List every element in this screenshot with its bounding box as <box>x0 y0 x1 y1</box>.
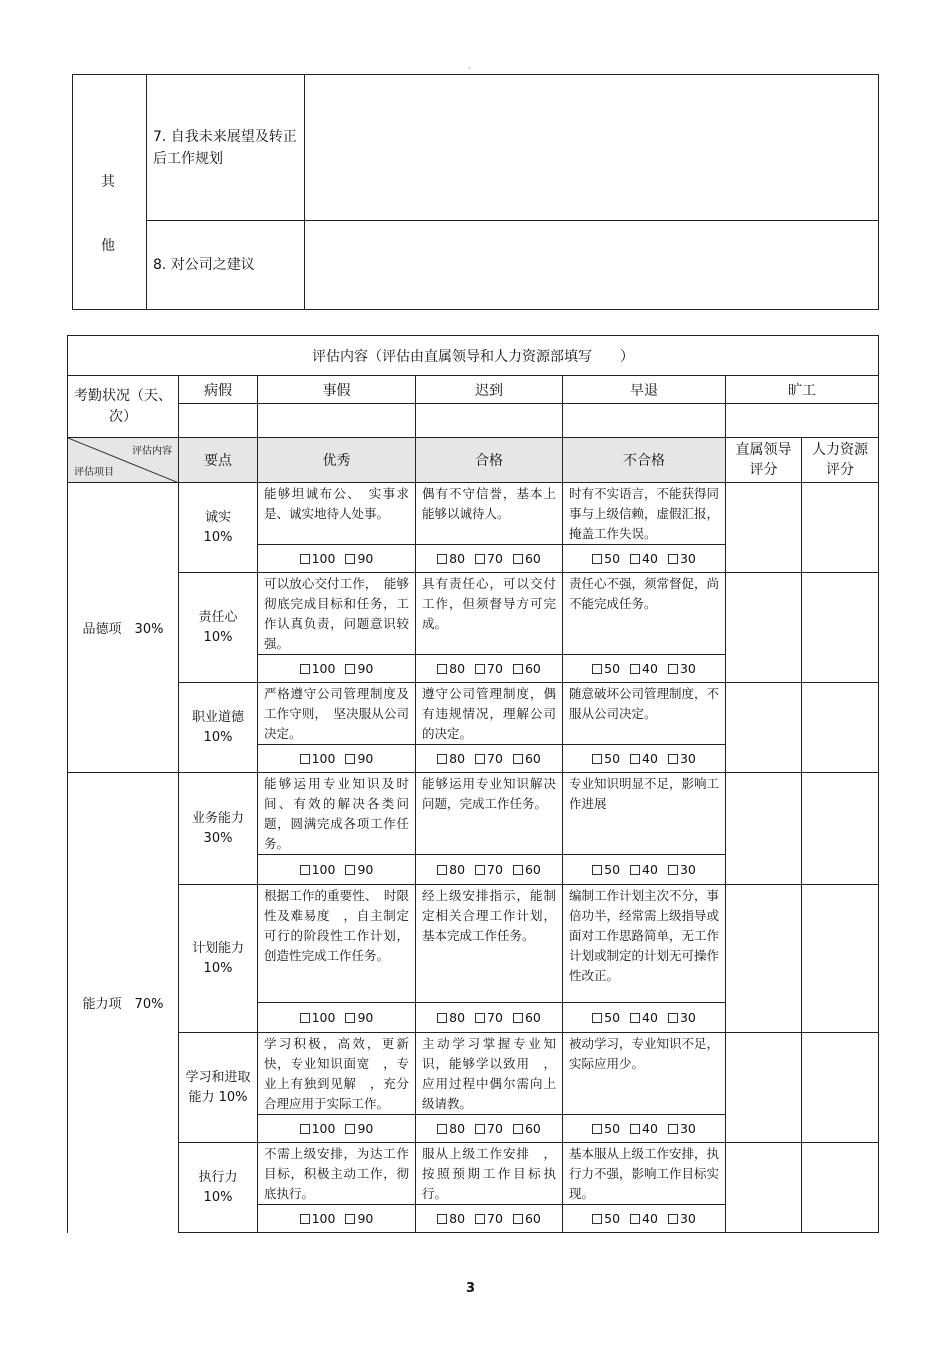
pass-options <box>416 1003 563 1033</box>
score-value: 40 <box>642 1010 658 1025</box>
checkbox[interactable] <box>345 554 355 564</box>
score-value: 60 <box>524 1010 541 1025</box>
excellent-criteria: 学习积极，高效，更新快，专业知识面宽 ，专业上有独到见解 ，充分合理应用于实际工作。 <box>258 1033 416 1115</box>
header-mark: 。 <box>468 61 476 70</box>
hr-score-cell[interactable] <box>802 885 879 1033</box>
score-value: 50 <box>604 1121 621 1136</box>
checkbox[interactable] <box>513 1013 523 1023</box>
checkbox[interactable] <box>437 1013 447 1023</box>
score-option[interactable] <box>513 551 541 566</box>
supervisor-score-cell[interactable] <box>726 773 802 885</box>
fail-options <box>563 855 726 885</box>
item-7-answer[interactable] <box>305 75 879 221</box>
score-value: 60 <box>524 862 541 877</box>
score-value: 50 <box>604 862 621 877</box>
score-value: 40 <box>642 751 658 766</box>
score-option[interactable] <box>300 862 336 877</box>
checkbox[interactable] <box>437 554 447 564</box>
score-value: 40 <box>642 1211 658 1226</box>
checkbox[interactable] <box>630 664 640 674</box>
score-option[interactable] <box>475 1121 503 1136</box>
pass-criteria: 能够运用专业知识解决问题，完成工作任务。 <box>416 773 563 855</box>
score-option[interactable] <box>475 751 503 766</box>
header-hr-score: 人力资源评分 <box>802 438 879 483</box>
score-option[interactable] <box>345 862 373 877</box>
score-value: 50 <box>604 751 621 766</box>
checkbox[interactable] <box>300 554 310 564</box>
checkbox[interactable] <box>668 1214 678 1224</box>
checkbox[interactable] <box>513 754 523 764</box>
score-value: 50 <box>604 551 621 566</box>
score-option[interactable] <box>630 862 658 877</box>
supervisor-score-cell[interactable] <box>726 683 802 773</box>
score-value: 70 <box>487 1211 503 1226</box>
pass-options <box>416 545 563 573</box>
score-value: 60 <box>524 751 541 766</box>
score-option[interactable] <box>475 661 503 676</box>
header-supervisor-score: 直属领导评分 <box>726 438 802 483</box>
score-option[interactable] <box>630 751 658 766</box>
checkbox[interactable] <box>630 1013 640 1023</box>
hr-score-cell[interactable] <box>802 1143 879 1233</box>
checkbox[interactable] <box>592 754 602 764</box>
checkbox[interactable] <box>513 664 523 674</box>
score-option[interactable] <box>300 661 336 676</box>
checkbox[interactable] <box>345 1013 355 1023</box>
checkbox[interactable] <box>345 664 355 674</box>
score-option[interactable] <box>300 1211 336 1226</box>
excellent-options <box>258 745 416 773</box>
score-value: 60 <box>524 551 541 566</box>
score-value: 50 <box>604 1211 621 1226</box>
score-value: 90 <box>357 551 374 566</box>
attendance-input-personal[interactable] <box>258 404 416 438</box>
header-fail: 不合格 <box>563 438 726 483</box>
pass-options <box>416 855 563 885</box>
attendance-input-sick[interactable] <box>179 404 258 438</box>
score-value: 80 <box>449 551 466 566</box>
diag-top-label: 评估内容 <box>132 446 172 457</box>
fail-options <box>563 1003 726 1033</box>
fail-options <box>563 745 726 773</box>
attendance-col-sick: 病假 <box>179 376 258 404</box>
score-value: 100 <box>311 551 336 566</box>
score-option[interactable] <box>592 551 620 566</box>
checkbox[interactable] <box>668 554 678 564</box>
key-point-label: 执行力 10% <box>179 1143 258 1233</box>
score-value: 80 <box>449 1121 466 1136</box>
checkbox[interactable] <box>513 1214 523 1224</box>
score-value: 100 <box>311 1121 336 1136</box>
checkbox[interactable] <box>475 554 485 564</box>
excellent-options <box>258 545 416 573</box>
score-option[interactable] <box>345 661 373 676</box>
score-value: 70 <box>487 862 503 877</box>
score-value: 30 <box>679 551 696 566</box>
hr-score-cell[interactable] <box>802 573 879 683</box>
score-option[interactable] <box>668 862 696 877</box>
supervisor-score-cell[interactable] <box>726 1033 802 1143</box>
score-value: 70 <box>487 1121 503 1136</box>
score-value: 100 <box>311 1010 336 1025</box>
checkbox[interactable] <box>300 754 310 764</box>
score-option[interactable] <box>300 1121 336 1136</box>
score-option[interactable] <box>513 862 541 877</box>
fail-options <box>563 545 726 573</box>
checkbox[interactable] <box>592 865 602 875</box>
checkbox[interactable] <box>437 865 447 875</box>
checkbox[interactable] <box>300 1124 310 1134</box>
score-option[interactable] <box>630 661 658 676</box>
fail-criteria: 时有不实语言，不能获得同事与上级信赖，虚假汇报，掩盖工作失误。 <box>563 483 726 545</box>
score-value: 30 <box>679 751 696 766</box>
score-value: 40 <box>642 1121 658 1136</box>
pass-options <box>416 745 563 773</box>
attendance-input-absent[interactable] <box>726 404 879 438</box>
excellent-options <box>258 1205 416 1233</box>
score-option[interactable] <box>592 862 620 877</box>
checkbox[interactable] <box>630 1214 640 1224</box>
hr-score-cell[interactable] <box>802 773 879 885</box>
ability-section-label: 能力项 70% <box>68 773 179 1233</box>
checkbox[interactable] <box>630 1124 640 1134</box>
evaluation-table <box>67 335 879 1233</box>
header-excellent: 优秀 <box>258 438 416 483</box>
page-number: 3 <box>466 1281 476 1296</box>
checkbox[interactable] <box>300 1013 310 1023</box>
checkbox[interactable] <box>630 754 640 764</box>
pass-criteria: 遵守公司管理制度，偶有违规情况，理解公司的决定。 <box>416 683 563 745</box>
fail-criteria: 专业知识明显不足，影响工作进展 <box>563 773 726 855</box>
supervisor-score-cell[interactable] <box>726 483 802 573</box>
fail-options <box>563 1115 726 1143</box>
fail-criteria: 随意破坏公司管理制度，不服从公司决定。 <box>563 683 726 745</box>
attendance-col-late: 迟到 <box>416 376 563 404</box>
evaluation-title: 评估内容（评估由直属领导和人力资源部填写 ） <box>68 336 879 376</box>
score-value: 30 <box>679 862 696 877</box>
checkbox[interactable] <box>300 1214 310 1224</box>
checkbox[interactable] <box>668 865 678 875</box>
excellent-criteria: 能够运用专业知识及时间、有效的解决各类问题，圆满完成各项工作任务。 <box>258 773 416 855</box>
checkbox[interactable] <box>668 754 678 764</box>
character-section-label: 品德项 30% <box>68 483 179 773</box>
score-option[interactable] <box>513 1211 541 1226</box>
checkbox[interactable] <box>345 1214 355 1224</box>
checkbox[interactable] <box>630 554 640 564</box>
fail-criteria: 责任心不强，须常督促，尚不能完成任务。 <box>563 573 726 655</box>
score-option[interactable] <box>668 661 696 676</box>
score-value: 40 <box>642 661 658 676</box>
score-option[interactable] <box>300 1010 336 1025</box>
checkbox[interactable] <box>475 754 485 764</box>
score-value: 80 <box>449 751 466 766</box>
key-point-label: 计划能力 10% <box>179 885 258 1033</box>
key-point-label: 责任心 10% <box>179 573 258 683</box>
checkbox[interactable] <box>437 1214 447 1224</box>
header-key-points: 要点 <box>179 438 258 483</box>
score-value: 100 <box>311 862 336 877</box>
category-char-2: 他 <box>101 238 115 254</box>
excellent-options <box>258 655 416 683</box>
score-option[interactable] <box>437 1010 465 1025</box>
score-value: 90 <box>357 1211 374 1226</box>
score-option[interactable] <box>668 551 696 566</box>
score-value: 90 <box>357 751 374 766</box>
score-option[interactable] <box>513 1010 541 1025</box>
checkbox[interactable] <box>475 1013 485 1023</box>
score-option[interactable] <box>475 1211 503 1226</box>
excellent-criteria: 严格遵守公司管理制度及工作守则， 坚决服从公司决定。 <box>258 683 416 745</box>
checkbox[interactable] <box>630 865 640 875</box>
score-option[interactable] <box>630 1121 658 1136</box>
others-category <box>73 75 147 310</box>
score-option[interactable] <box>668 1010 696 1025</box>
score-value: 80 <box>449 1010 466 1025</box>
attendance-input-late[interactable] <box>416 404 563 438</box>
fail-options <box>563 1205 726 1233</box>
pass-options <box>416 655 563 683</box>
excellent-criteria: 根据工作的重要性、 时限性及难易度 ，自主制定可行的阶段性工作计划，创造性完成工作任务。 <box>258 885 416 1003</box>
supervisor-score-cell[interactable] <box>726 885 802 1033</box>
score-value: 30 <box>679 1211 696 1226</box>
diag-bottom-label: 评估项目 <box>74 467 114 478</box>
pass-criteria: 具有责任心，可以交付工作，但须督导方可完成。 <box>416 573 563 655</box>
score-value: 70 <box>487 1010 503 1025</box>
score-option[interactable] <box>592 1010 620 1025</box>
score-option[interactable] <box>592 1121 620 1136</box>
excellent-criteria: 可以放心交付工作， 能够彻底完成目标和任务，工作认真负责，问题意识较强。 <box>258 573 416 655</box>
checkbox[interactable] <box>345 1124 355 1134</box>
score-value: 50 <box>604 1010 621 1025</box>
key-point-label: 学习和进取能力 10% <box>179 1033 258 1143</box>
diagonal-header <box>68 438 179 483</box>
excellent-options <box>258 1003 416 1033</box>
category-char-1: 其 <box>101 174 115 190</box>
score-value: 80 <box>449 661 466 676</box>
checkbox[interactable] <box>475 1124 485 1134</box>
score-option[interactable] <box>475 551 503 566</box>
pass-criteria: 经上级安排指示，能制定相关合理工作计划，基本完成工作任务。 <box>416 885 563 1003</box>
score-value: 60 <box>524 1121 541 1136</box>
score-value: 90 <box>357 862 374 877</box>
score-option[interactable] <box>513 661 541 676</box>
checkbox[interactable] <box>437 754 447 764</box>
key-point-label: 业务能力 30% <box>179 773 258 885</box>
fail-criteria: 被动学习，专业知识不足，实际应用少。 <box>563 1033 726 1115</box>
score-value: 100 <box>311 751 336 766</box>
fail-options <box>563 655 726 683</box>
score-value: 90 <box>357 1121 374 1136</box>
score-option[interactable] <box>345 1211 373 1226</box>
checkbox[interactable] <box>300 664 310 674</box>
item-8-answer[interactable] <box>305 221 879 310</box>
score-option[interactable] <box>345 751 373 766</box>
others-table <box>72 74 879 310</box>
score-option[interactable] <box>437 661 465 676</box>
score-option[interactable] <box>345 1010 373 1025</box>
fail-criteria: 基本服从上级工作安排，执行力不强，影响工作目标实现。 <box>563 1143 726 1205</box>
attendance-label: 考勤状况（天、次） <box>68 376 179 438</box>
item-7-label: 7. 自我未来展望及转正后工作规划 <box>147 75 305 221</box>
pass-criteria: 服从上级工作安排 ，按照预期工作目标执行。 <box>416 1143 563 1205</box>
score-option[interactable] <box>345 551 373 566</box>
score-value: 80 <box>449 1211 466 1226</box>
checkbox[interactable] <box>592 554 602 564</box>
score-value: 30 <box>679 661 696 676</box>
key-point-label: 诚实 10% <box>179 483 258 573</box>
checkbox[interactable] <box>513 1124 523 1134</box>
checkbox[interactable] <box>592 1214 602 1224</box>
score-option[interactable] <box>345 1121 373 1136</box>
score-option[interactable] <box>437 551 465 566</box>
score-option[interactable] <box>437 1121 465 1136</box>
score-option[interactable] <box>592 1211 620 1226</box>
score-option[interactable] <box>300 751 336 766</box>
attendance-col-absent: 旷工 <box>726 376 879 404</box>
checkbox[interactable] <box>592 664 602 674</box>
attendance-col-personal: 事假 <box>258 376 416 404</box>
checkbox[interactable] <box>668 1013 678 1023</box>
excellent-criteria: 能够坦诚布公、 实事求是、诚实地待人处事。 <box>258 483 416 545</box>
score-value: 70 <box>487 551 503 566</box>
score-option[interactable] <box>592 751 620 766</box>
attendance-input-early[interactable] <box>563 404 726 438</box>
score-value: 30 <box>679 1121 696 1136</box>
hr-score-cell[interactable] <box>802 683 879 773</box>
score-value: 100 <box>311 1211 336 1226</box>
score-option[interactable] <box>630 1010 658 1025</box>
checkbox[interactable] <box>345 754 355 764</box>
score-option[interactable] <box>300 551 336 566</box>
checkbox[interactable] <box>300 865 310 875</box>
score-value: 100 <box>311 661 336 676</box>
pass-criteria: 主动学习掌握专业知识，能够学以致用 ，应用过程中偶尔需向上级请教。 <box>416 1033 563 1115</box>
checkbox[interactable] <box>668 1124 678 1134</box>
score-value: 90 <box>357 1010 374 1025</box>
checkbox[interactable] <box>513 865 523 875</box>
excellent-options <box>258 1115 416 1143</box>
supervisor-score-cell[interactable] <box>726 573 802 683</box>
pass-options <box>416 1115 563 1143</box>
hr-score-cell[interactable] <box>802 1033 879 1143</box>
score-value: 40 <box>642 551 658 566</box>
score-option[interactable] <box>668 1121 696 1136</box>
checkbox[interactable] <box>475 865 485 875</box>
excellent-criteria: 不需上级安排，为达工作目标，积极主动工作，彻底执行。 <box>258 1143 416 1205</box>
header-pass: 合格 <box>416 438 563 483</box>
score-option[interactable] <box>630 1211 658 1226</box>
score-option[interactable] <box>630 551 658 566</box>
checkbox[interactable] <box>592 1124 602 1134</box>
pass-criteria: 偶有不守信誉，基本上能够以诚待人。 <box>416 483 563 545</box>
score-value: 30 <box>679 1010 696 1025</box>
checkbox[interactable] <box>592 1013 602 1023</box>
attendance-col-early: 早退 <box>563 376 726 404</box>
score-value: 70 <box>487 751 503 766</box>
score-value: 50 <box>604 661 621 676</box>
score-value: 90 <box>357 661 374 676</box>
score-value: 70 <box>487 661 503 676</box>
fail-criteria: 编制工作计划主次不分，事倍功半，经常需上级指导或面对工作思路简单，无工作计划或制定的计划无可操作性改正。 <box>563 885 726 1003</box>
checkbox[interactable] <box>437 664 447 674</box>
pass-options <box>416 1205 563 1233</box>
supervisor-score-cell[interactable] <box>726 1143 802 1233</box>
score-value: 60 <box>524 1211 541 1226</box>
excellent-options <box>258 855 416 885</box>
score-value: 40 <box>642 862 658 877</box>
score-option[interactable] <box>475 862 503 877</box>
score-option[interactable] <box>668 751 696 766</box>
score-value: 60 <box>524 661 541 676</box>
checkbox[interactable] <box>475 664 485 674</box>
score-option[interactable] <box>437 751 465 766</box>
item-8-label: 8. 对公司之建议 <box>147 221 305 310</box>
checkbox[interactable] <box>668 664 678 674</box>
checkbox[interactable] <box>345 865 355 875</box>
checkbox[interactable] <box>475 1214 485 1224</box>
score-option[interactable] <box>513 1121 541 1136</box>
checkbox[interactable] <box>513 554 523 564</box>
score-value: 80 <box>449 862 466 877</box>
score-option[interactable] <box>668 1211 696 1226</box>
score-option[interactable] <box>475 1010 503 1025</box>
checkbox[interactable] <box>437 1124 447 1134</box>
score-option[interactable] <box>513 751 541 766</box>
score-option[interactable] <box>437 1211 465 1226</box>
key-point-label: 职业道德 10% <box>179 683 258 773</box>
score-option[interactable] <box>437 862 465 877</box>
score-option[interactable] <box>592 661 620 676</box>
hr-score-cell[interactable] <box>802 483 879 573</box>
